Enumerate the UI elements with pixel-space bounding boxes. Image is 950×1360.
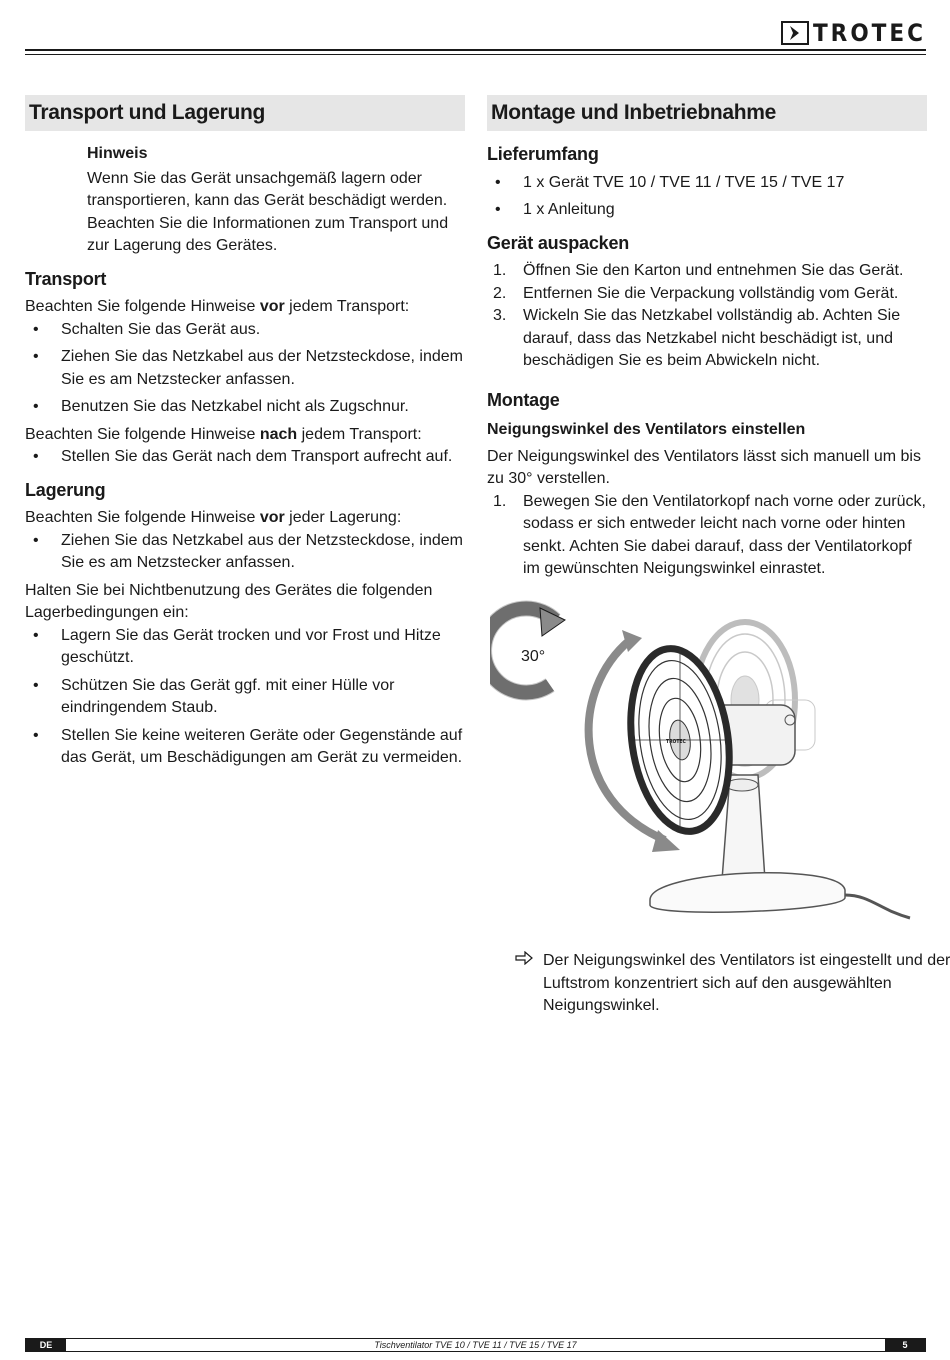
heading-mounting: Montage [487, 389, 560, 410]
list-item: • Lagern Sie das Gerät trocken und vor Frost und Hitze geschützt. [25, 625, 465, 670]
list-item: 1. Öffnen Sie den Karton und entnehmen Sie das Gerät. [493, 262, 904, 279]
heading-storage: Lagerung [25, 479, 106, 500]
list-item: • Ziehen Sie das Netzkabel aus der Netzsteckdose, indem Sie es am Netzstecker anfassen. [25, 346, 465, 391]
unpack-steps [487, 260, 927, 373]
footer-title: Tischventilator TVE 10 / TVE 11 / TVE 15 / TVE 17 [374, 1340, 577, 1350]
list-item: • 1 x Gerät TVE 10 / TVE 11 / TVE 15 / TVE 17 [487, 172, 927, 195]
result-arrow-icon [515, 950, 533, 973]
footer-bar [25, 1338, 926, 1352]
trotec-logo [781, 18, 926, 48]
svg-text:30°: 30° [521, 648, 546, 665]
transport-before-intro: Beachten Sie folgende Hinweise vor jedem Transport: [25, 298, 410, 315]
svg-text:TROTEC: TROTEC [666, 739, 686, 745]
chevron-right-icon [781, 21, 809, 45]
right-column [487, 95, 927, 585]
logo-text: TROTEC [812, 19, 926, 47]
result-text: Der Neigungswinkel des Ventilators ist eingestellt und der Luftstrom konzentriert sich auf den ausgewählten Neigungswinkel. [543, 952, 950, 1014]
subheading-tilt: Neigungswinkel des Ventilators einstellen [487, 421, 806, 438]
note-text: Wenn Sie das Gerät unsachgemäß lagern oder transportieren, kann das Gerät beschädigt werden. Beachten Sie die Informationen zum Transport und zur Lagerung des Gerätes. [87, 169, 449, 254]
transport-after-list [25, 446, 465, 469]
list-item: 1. Bewegen Sie den Ventilatorkopf nach vorne oder zurück, sodass er sich entweder leicht nach vorne oder hinten senkt. Achten Sie dabei darauf, dass der Ventilatorkopf im gewünschten Neigungswinkel einrastet. [493, 492, 926, 577]
list-item: • Stellen Sie keine weiteren Geräte oder Gegenstände auf das Gerät, um Beschädigungen am Gerät zu vermeiden. [25, 725, 465, 770]
result-text-block [515, 950, 950, 1018]
list-item: • Schützen Sie das Gerät ggf. mit einer Hülle vor eindringendem Staub. [25, 675, 465, 720]
left-column [25, 95, 465, 775]
list-item: • Schalten Sie das Gerät aus. [25, 319, 465, 342]
heading-scope: Lieferumfang [487, 144, 599, 164]
list-item: • Benutzen Sie das Netzkabel nicht als Zugschnur. [25, 396, 465, 419]
storage-list-1 [25, 530, 465, 575]
list-item: • 1 x Anleitung [487, 199, 927, 222]
mounting-steps [487, 491, 927, 581]
header-rule-thin [25, 54, 926, 55]
transport-before-list [25, 319, 465, 419]
list-item: • Ziehen Sie das Netzkabel aus der Netzsteckdose, indem Sie es am Netzstecker anfassen. [25, 530, 465, 575]
scope-list [487, 172, 927, 222]
heading-transport: Transport [25, 268, 107, 289]
storage-conditions-intro: Halten Sie bei Nichtbenutzung des Gerätes die folgenden Lagerbedingungen ein: [25, 581, 433, 621]
page-number: 5 [885, 1339, 925, 1351]
storage-list-2 [25, 625, 465, 770]
heading-unpack: Gerät auspacken [487, 232, 630, 253]
rotation-arrow-icon [490, 608, 565, 692]
note-title: Hinweis [87, 145, 148, 162]
list-item: • Stellen Sie das Gerät nach dem Transport aufrecht auf. [25, 446, 465, 469]
list-item: 3. Wickeln Sie das Netzkabel vollständig ab. Achten Sie darauf, dass das Netzkabel nicht beschädigt ist, und beschädigen Sie es beim Abwickeln nicht. [493, 307, 901, 369]
list-item: 2. Entfernen Sie die Verpackung vollständig vom Gerät. [493, 284, 899, 302]
storage-intro: Beachten Sie folgende Hinweise vor jeder Lagerung: [25, 509, 402, 526]
footer-language: DE [26, 1339, 66, 1351]
section-banner-transport: Transport und Lagerung [25, 95, 465, 131]
transport-after-intro: Beachten Sie folgende Hinweise nach jedem Transport: [25, 425, 422, 443]
mounting-text: Der Neigungswinkel des Ventilators lässt sich manuell um bis zu 30° verstellen. [487, 447, 921, 487]
note-box [25, 143, 465, 258]
header-rule [25, 49, 926, 51]
fan-tilt-illustration [490, 600, 930, 930]
section-banner-montage: Montage und Inbetriebnahme [487, 95, 927, 131]
